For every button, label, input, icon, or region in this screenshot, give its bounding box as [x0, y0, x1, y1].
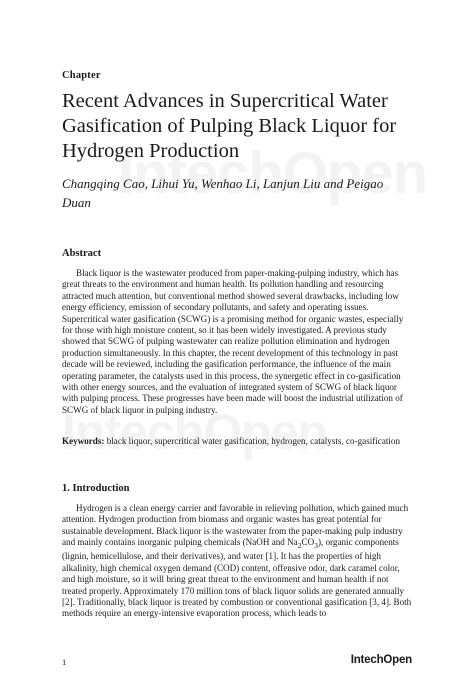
page-number: 1 [62, 657, 67, 667]
intro-text-part2: CO [301, 537, 315, 548]
intro-subscript-1: 2 [297, 541, 302, 551]
author-list: Changqing Cao, Lihui Yu, Wenhao Li, Lanjun Liu and Peigao Duan [62, 176, 384, 210]
abstract-body: Black liquor is the wastewater produced from paper-making-pulping industry, which has great threats to the environment and human health. Its pollution handling and resourcing attracted much attention, but conventional method showed several drawbacks, including low energy efficiency, emission of secondary pollutants, and safety and operating issues. Supercritical water gasification (SCWG) is a promising method for organic wastes, especially for those with high moisture content, so it has been widely investigated. A previous study showed that SCWG of pulping wastewater can realize pollution elimination and hydrogen production simultaneously. In this chapter, the recent development of this technology in past decade will be reviewed, including the gasification performance, the influence of the main operating parameter, the catalysts used in this process, the synergetic effect in co-gasification with other energy sources, and the evaluation of integrated system of SCWG of black liquor with pulping process. These progresses have been made will boost the industrial utilization of SCWG of black liquor in pulping industry. [62, 268, 404, 415]
keywords-label: Keywords: [62, 436, 105, 446]
intro-subscript-2: 3 [314, 541, 318, 551]
intro-text-part3: ), organic components (lignin, hemicellulose, and their derivatives), and water [1]. It has the properties of high alkalinity, high chemical oxygen demand (COD) content, offensive odor, dark caramel color, and high moisture, so it will bring great threat to the environment and human health if not treated properly. Approximately 170 million tons of black liquor solids are generated annually [2]. Traditionally, black liquor is treated by combustion or conventional gasification [3, 4]. Both methods require an energy-intensive evaporation process, which leads to [62, 537, 412, 619]
abstract-heading: Abstract [62, 248, 102, 259]
keywords-line [62, 436, 412, 447]
introduction-body [62, 503, 412, 620]
chapter-label: Chapter [62, 70, 101, 81]
chapter-title: Recent Advances in Supercritical Water Gasification of Pulping Black Liquor for Hydrogen Production [62, 90, 397, 162]
publisher-logo: IntechOpen [350, 654, 412, 666]
intro-text-part1: Hydrogen is a clean energy carrier and favorable in relieving pollution, which gained much attention. Hydrogen production from biomass and organic wastes has great potential for sustainable development. Black liquor is the wastewater from the paper-making pulp industry and mainly contains inorganic pulping chemicals (NaOH and Na [62, 503, 409, 548]
introduction-heading: 1. Introduction [62, 483, 130, 494]
keywords-list: black liquor, supercritical water gasification, hydrogen, catalysts, co-gasification [106, 436, 401, 446]
